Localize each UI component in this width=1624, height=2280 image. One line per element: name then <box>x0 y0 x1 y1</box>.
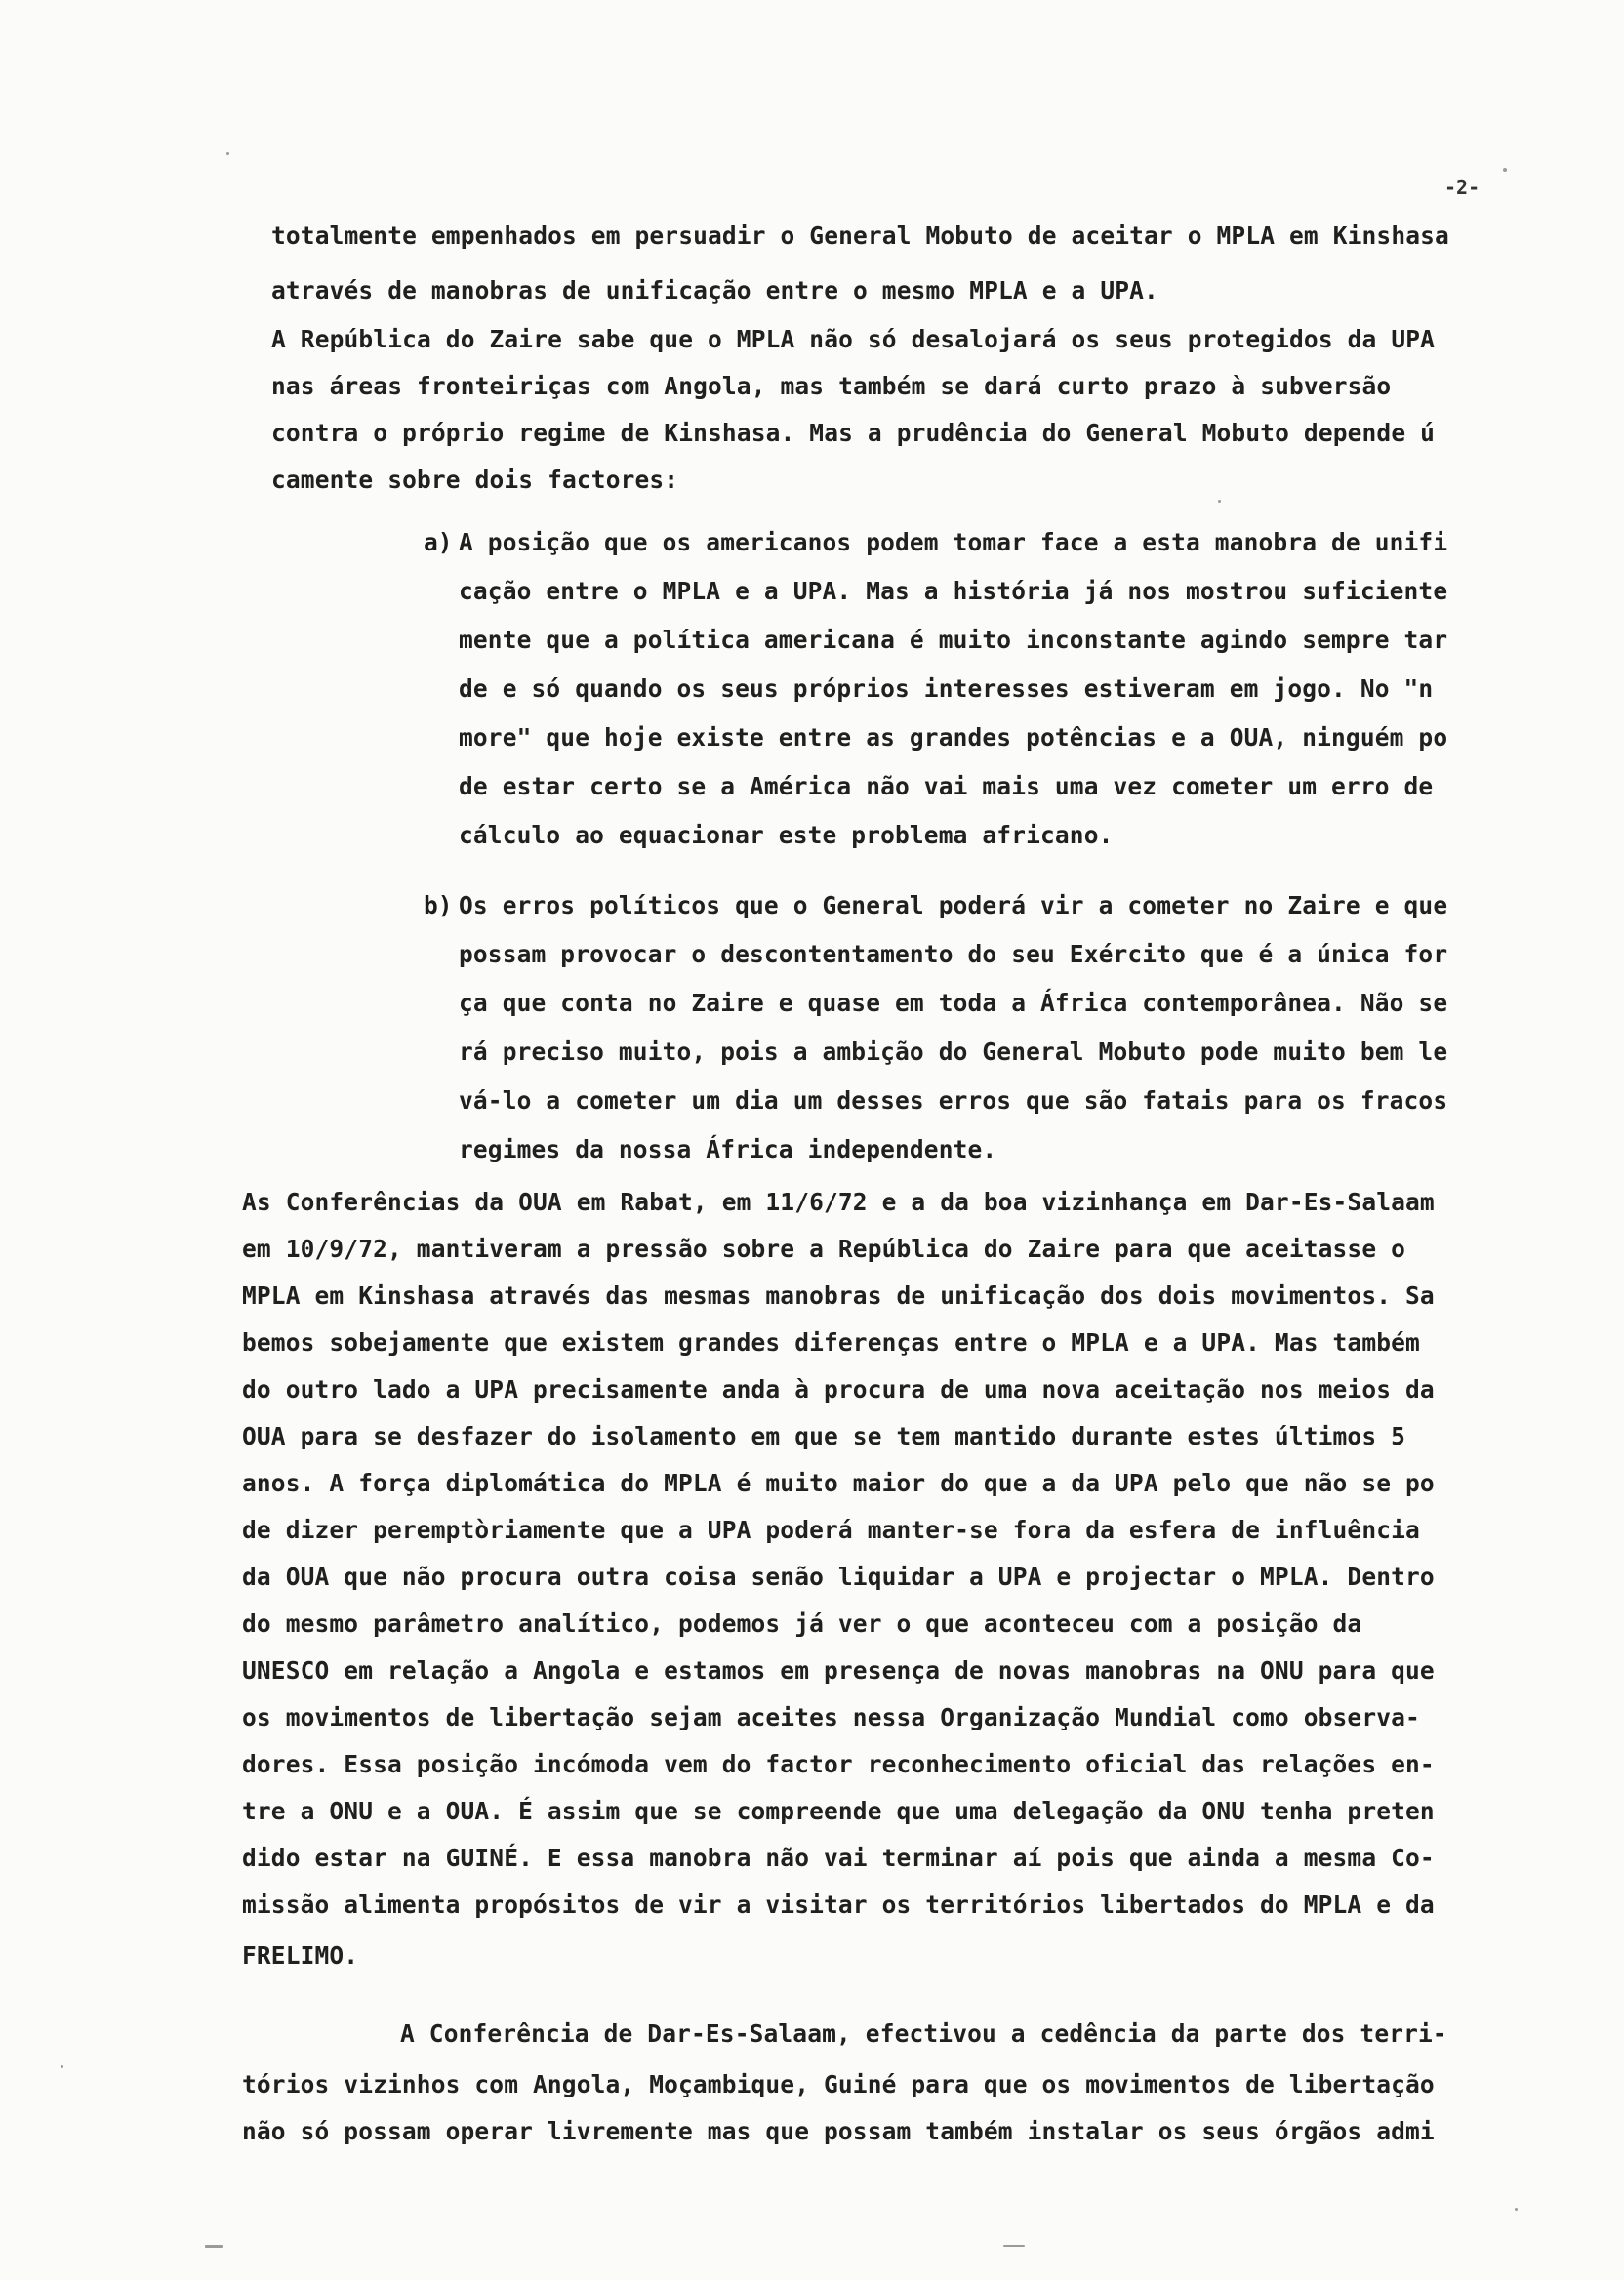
text-line: nas áreas fronteiriças com Angola, mas também se dará curto prazo à subversão <box>271 372 1392 400</box>
text-line: cação entre o MPLA e a UPA. Mas a história já nos mostrou suficiente <box>459 577 1448 605</box>
text-line: do outro lado a UPA precisamente anda à procura de uma nova aceitação nos meios da <box>242 1375 1435 1404</box>
text-line: bemos sobejamente que existem grandes diferenças entre o MPLA e a UPA. Mas também <box>242 1328 1420 1357</box>
item-marker: b) <box>424 891 453 919</box>
text-line: MPLA em Kinshasa através das mesmas manobras de unificação dos dois movimentos. Sa <box>242 1282 1435 1310</box>
text-line: dores. Essa posição incómoda vem do factor reconhecimento oficial das relações en- <box>242 1750 1435 1778</box>
text-line: de estar certo se a América não vai mais uma vez cometer um erro de <box>459 772 1434 800</box>
scan-speck <box>226 152 229 155</box>
text-line: OUA para se desfazer do isolamento em que se tem mantido durante estes últimos 5 <box>242 1422 1406 1450</box>
text-line: os movimentos de libertação sejam aceites nessa Organização Mundial como observa- <box>242 1703 1420 1731</box>
scan-speck <box>61 2065 63 2068</box>
text-line: rá preciso muito, pois a ambição do General Mobuto pode muito bem le <box>459 1038 1448 1066</box>
text-line: de dizer peremptòriamente que a UPA poderá manter-se fora da esfera de influência <box>242 1516 1420 1544</box>
text-line: totalmente empenhados em persuadir o General Mobuto de aceitar o MPLA em Kinshasa <box>271 222 1449 250</box>
text-line: A Conferência de Dar-Es-Salaam, efectivou a cedência da parte dos terri- <box>400 2019 1447 2048</box>
text-line: A República do Zaire sabe que o MPLA não só desalojará os seus protegidos da UPA <box>271 325 1436 353</box>
text-line: camente sobre dois factores: <box>271 466 679 494</box>
text-line: more" que hoje existe entre as grandes potências e a OUA, ninguém po <box>459 723 1448 752</box>
text-line: em 10/9/72, mantiveram a pressão sobre a República do Zaire para que aceitasse o <box>242 1235 1406 1263</box>
text-line: cálculo ao equacionar este problema africano. <box>459 821 1114 849</box>
text-line: do mesmo parâmetro analítico, podemos já ver o que aconteceu com a posição da <box>242 1609 1362 1638</box>
text-line: não só possam operar livremente mas que possam também instalar os seus órgãos admi <box>242 2117 1435 2145</box>
text-line: As Conferências da OUA em Rabat, em 11/6/72 e a da boa vizinhança em Dar-Es-Salaam <box>242 1188 1435 1216</box>
text-line: tórios vizinhos com Angola, Moçambique, Guiné para que os movimentos de libertação <box>242 2070 1435 2098</box>
text-line: Os erros políticos que o General poderá vir a cometer no Zaire e que <box>459 891 1448 919</box>
text-line: através de manobras de unificação entre o mesmo MPLA e a UPA. <box>271 276 1158 305</box>
scan-speck <box>1515 2208 1518 2211</box>
text-line: missão alimenta propósitos de vir a visitar os territórios libertados do MPLA e da <box>242 1891 1435 1919</box>
text-line: A posição que os americanos podem tomar face a esta manobra de unifi <box>459 528 1448 556</box>
text-line: UNESCO em relação a Angola e estamos em presença de novas manobras na ONU para que <box>242 1656 1435 1685</box>
text-line: possam provocar o descontentamento do seu Exército que é a única for <box>459 940 1448 968</box>
text-line: mente que a política americana é muito inconstante agindo sempre tar <box>459 626 1448 654</box>
item-marker: a) <box>424 528 453 556</box>
page-number: -2- <box>1444 176 1481 199</box>
scan-speck <box>205 2245 223 2248</box>
text-line: contra o próprio regime de Kinshasa. Mas a prudência do General Mobuto depende ú <box>271 419 1436 447</box>
text-line: da OUA que não procura outra coisa senão liquidar a UPA e projectar o MPLA. Dentro <box>242 1563 1435 1591</box>
text-line: tre a ONU e a OUA. É assim que se compreende que uma delegação da ONU tenha preten <box>242 1797 1435 1825</box>
scan-speck <box>1503 168 1507 172</box>
scan-speck <box>1218 500 1221 503</box>
text-line: vá-lo a cometer um dia um desses erros que são fatais para os fracos <box>459 1086 1448 1115</box>
text-line: FRELIMO. <box>242 1941 359 1970</box>
text-line: ça que conta no Zaire e quase em toda a África contemporânea. Não se <box>459 989 1448 1017</box>
text-line: regimes da nossa África independente. <box>459 1135 997 1163</box>
text-line: anos. A força diplomática do MPLA é muito maior do que a da UPA pelo que não se po <box>242 1469 1435 1497</box>
scan-speck <box>1003 2245 1025 2247</box>
text-line: dido estar na GUINÉ. E essa manobra não vai terminar aí pois que ainda a mesma Co- <box>242 1844 1435 1872</box>
text-line: de e só quando os seus próprios interesses estiveram em jogo. No "n <box>459 674 1434 703</box>
